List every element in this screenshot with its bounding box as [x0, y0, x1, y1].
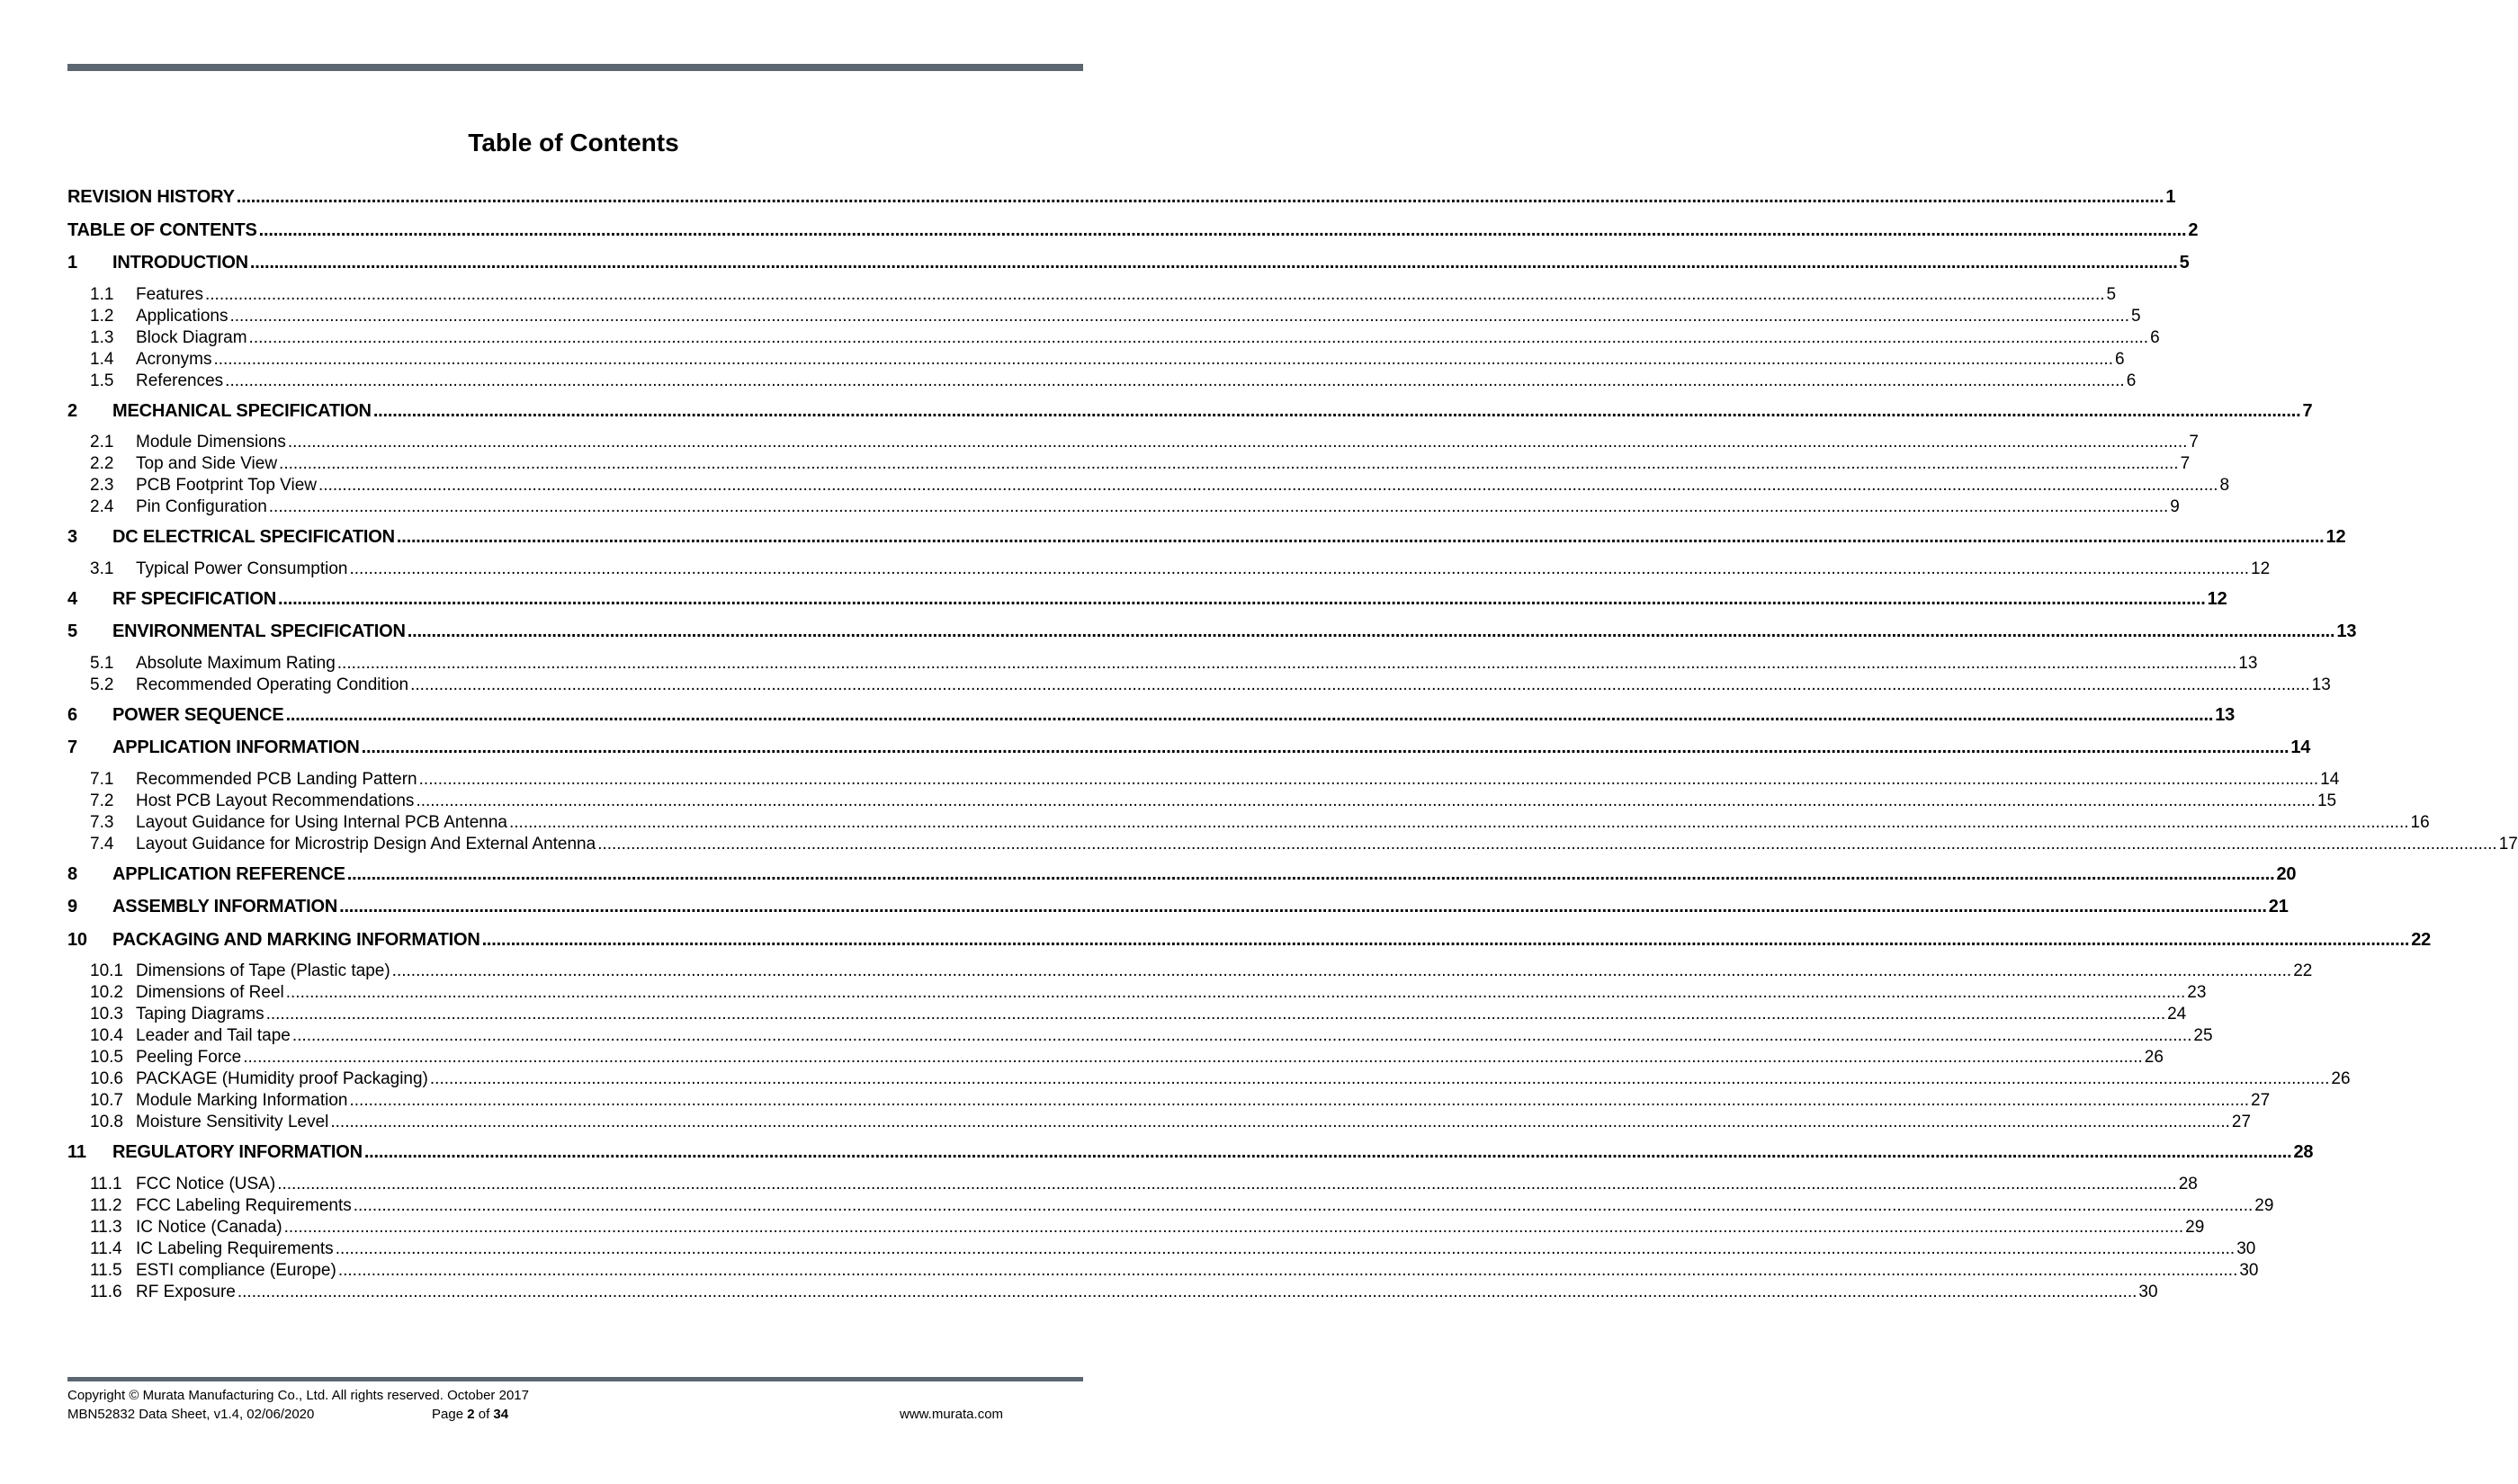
toc-entry-page: 20	[2276, 863, 2297, 884]
toc-section-entry[interactable]	[67, 618, 2357, 651]
toc-entry-label: Taping Diagrams	[136, 1005, 264, 1024]
toc-dot-leader: ................................................................................................................................................................................................................................................................................................................................................................................................................	[372, 400, 2301, 421]
toc-dot-leader: ................................................................................................................................................................................................................................................................................................................................................................................................................	[285, 704, 2214, 725]
toc-entry-number: 11.4	[90, 1238, 122, 1258]
toc-entry-number: 11.1	[90, 1174, 122, 1193]
toc-section-entry[interactable]	[67, 398, 2313, 431]
page-total: 34	[493, 1407, 509, 1422]
toc-section-entry[interactable]	[67, 523, 2346, 557]
toc-subsection-entry[interactable]	[67, 1047, 2164, 1068]
toc-dot-leader: ................................................................................................................................................................................................................................................................................................................................................................................................................	[225, 371, 2125, 390]
page-prefix: Page	[432, 1407, 464, 1422]
toc-entry-number: 3.1	[90, 559, 114, 578]
toc-subsection-entry[interactable]	[67, 371, 2137, 392]
toc-dot-leader: ................................................................................................................................................................................................................................................................................................................................................................................................................	[349, 1091, 2250, 1110]
toc-entry-number: 7.4	[90, 834, 114, 854]
toc-dot-leader: ................................................................................................................................................................................................................................................................................................................................................................................................................	[337, 1260, 2238, 1280]
toc-entry-page: 26	[2144, 1048, 2164, 1067]
page-of: of	[478, 1407, 490, 1422]
toc-entry-page: 6	[2126, 371, 2137, 390]
toc-entry-number: 2.1	[90, 433, 114, 451]
toc-entry-label: Module Marking Information	[136, 1091, 348, 1110]
toc-entry-page: 22	[2293, 961, 2313, 980]
toc-entry-label: References	[136, 371, 224, 390]
toc-dot-leader: ................................................................................................................................................................................................................................................................................................................................................................................................................	[336, 653, 2237, 673]
toc-subsection-entry[interactable]	[67, 349, 2125, 371]
toc-dot-leader: ................................................................................................................................................................................................................................................................................................................................................................................................................	[361, 738, 2289, 757]
toc-entry-number: 10.6	[90, 1069, 123, 1088]
toc-subsection-entry[interactable]	[67, 653, 2258, 675]
toc-entry-number: 5	[67, 621, 77, 641]
footer-copyright: Copyright © Murata Manufacturing Co., Ltd. All rights reserved. October 2017	[67, 1388, 529, 1403]
toc-entry-number: 11	[67, 1142, 86, 1162]
toc-entry-number: 1.1	[90, 284, 114, 304]
toc-entry-page: 5	[2179, 253, 2190, 273]
toc-dot-leader: ................................................................................................................................................................................................................................................................................................................................................................................................................	[349, 559, 2250, 578]
toc-dot-leader: ................................................................................................................................................................................................................................................................................................................................................................................................................	[346, 863, 2275, 884]
toc-entry-page: 25	[2193, 1026, 2213, 1045]
toc-entry-label: IC Labeling Requirements	[136, 1238, 334, 1258]
toc-entry-number: 11.2	[90, 1195, 122, 1215]
toc-entry-number: 11.6	[90, 1282, 122, 1301]
toc-entry-label: RF Exposure	[136, 1282, 236, 1301]
toc-section-entry[interactable]	[67, 1139, 2314, 1172]
toc-dot-leader: ................................................................................................................................................................................................................................................................................................................................................................................................................	[508, 812, 2409, 832]
toc-dot-leader: ................................................................................................................................................................................................................................................................................................................................................................................................................	[277, 1174, 2177, 1193]
toc-entry-label: APPLICATION INFORMATION	[112, 738, 360, 757]
toc-dot-leader: ................................................................................................................................................................................................................................................................................................................................................................................................................	[396, 527, 2325, 547]
toc-dot-leader: ................................................................................................................................................................................................................................................................................................................................................................................................................	[249, 253, 2178, 273]
footer-page-number	[432, 1407, 508, 1423]
toc-dot-leader: ................................................................................................................................................................................................................................................................................................................................................................................................................	[416, 791, 2316, 810]
toc-entry-label: Layout Guidance for Using Internal PCB Antenna	[136, 812, 507, 832]
toc-entry-page: 6	[2150, 327, 2160, 347]
toc-entry-page: 15	[2316, 791, 2337, 810]
footer-url: www.murata.com	[900, 1407, 1004, 1422]
toc-entry-label: Recommended PCB Landing Pattern	[136, 769, 417, 789]
footer-datasheet: MBN52832 Data Sheet, v1.4, 02/06/2020	[67, 1407, 315, 1422]
footer-rule	[67, 1377, 1083, 1381]
toc-entry-number: 10.7	[90, 1091, 123, 1110]
toc-section-entry[interactable]	[67, 893, 2289, 926]
toc-entry-number: 5.1	[90, 653, 114, 673]
toc-entry-page: 29	[2185, 1217, 2205, 1237]
toc-subsection-entry[interactable]	[67, 453, 2191, 475]
toc-entry-page: 12	[2207, 588, 2227, 609]
toc-dot-leader: ................................................................................................................................................................................................................................................................................................................................................................................................................	[353, 1195, 2254, 1215]
toc-subsection-entry[interactable]	[67, 834, 2518, 855]
toc-subsection-entry[interactable]	[67, 791, 2337, 812]
toc-entry-label: Absolute Maximum Rating	[136, 653, 336, 673]
toc-dot-leader: ................................................................................................................................................................................................................................................................................................................................................................................................................	[268, 497, 2169, 516]
toc-subsection-entry[interactable]	[67, 284, 2117, 306]
toc-section-entry[interactable]	[67, 861, 2297, 894]
toc-entry-page: 7	[2302, 400, 2313, 421]
toc-dot-leader: ................................................................................................................................................................................................................................................................................................................................................................................................................	[213, 349, 2113, 369]
toc-entry-label: REGULATORY INFORMATION	[112, 1142, 363, 1162]
table-of-contents	[67, 183, 2518, 1309]
toc-entry-page: 30	[2138, 1282, 2158, 1301]
header-rule	[67, 64, 1083, 71]
toc-dot-leader: ................................................................................................................................................................................................................................................................................................................................................................................................................	[410, 675, 2310, 694]
toc-dot-leader: ................................................................................................................................................................................................................................................................................................................................................................................................................	[285, 983, 2186, 1002]
toc-subsection-entry[interactable]	[67, 1174, 2198, 1195]
toc-dot-leader: ................................................................................................................................................................................................................................................................................................................................................................................................................	[248, 327, 2149, 347]
toc-entry-label: TABLE OF CONTENTS	[67, 219, 257, 240]
toc-entry-number: 10.8	[90, 1113, 123, 1131]
toc-entry-number: 4	[67, 588, 77, 609]
toc-entry-number: 2	[67, 400, 77, 421]
toc-entry-label: FCC Notice (USA)	[136, 1174, 276, 1193]
toc-entry-page: 24	[2167, 1005, 2187, 1024]
toc-subsection-entry[interactable]	[67, 961, 2313, 982]
toc-section-entry[interactable]	[67, 183, 2176, 217]
toc-subsection-entry[interactable]	[67, 327, 2160, 349]
toc-entry-number: 10.4	[90, 1026, 123, 1045]
page-title: Table of Contents	[468, 129, 679, 156]
toc-entry-number: 7.1	[90, 769, 114, 789]
toc-entry-page: 13	[2238, 653, 2258, 673]
toc-subsection-entry[interactable]	[67, 306, 2141, 327]
toc-dot-leader: ................................................................................................................................................................................................................................................................................................................................................................................................................	[229, 306, 2129, 326]
toc-dot-leader: ................................................................................................................................................................................................................................................................................................................................................................................................................	[204, 284, 2105, 304]
toc-subsection-entry[interactable]	[67, 675, 2331, 696]
toc-entry-label: Applications	[136, 306, 229, 326]
toc-dot-leader: ................................................................................................................................................................................................................................................................................................................................................................................................................	[258, 219, 2187, 240]
toc-entry-label: PACKAGE (Humidity proof Packaging)	[136, 1069, 428, 1088]
toc-section-entry[interactable]	[67, 217, 2199, 250]
toc-entry-number: 6	[67, 704, 77, 725]
toc-entry-page: 9	[2170, 497, 2180, 516]
toc-subsection-entry[interactable]	[67, 1004, 2187, 1025]
toc-dot-leader: ................................................................................................................................................................................................................................................................................................................................................................................................................	[330, 1113, 2230, 1131]
toc-entry-label: Dimensions of Tape (Plastic tape)	[136, 961, 390, 980]
toc-entry-label: DC ELECTRICAL SPECIFICATION	[112, 527, 395, 547]
toc-subsection-entry[interactable]	[67, 496, 2180, 518]
toc-dot-leader: ................................................................................................................................................................................................................................................................................................................................................................................................................	[391, 961, 2292, 980]
toc-entry-label: PACKAGING AND MARKING INFORMATION	[112, 929, 480, 950]
toc-section-entry[interactable]	[67, 249, 2190, 282]
toc-subsection-entry[interactable]	[67, 982, 2207, 1004]
toc-entry-label: Pin Configuration	[136, 497, 267, 516]
toc-subsection-entry[interactable]	[67, 475, 2230, 496]
toc-entry-label: IC Notice (Canada)	[136, 1217, 282, 1237]
toc-subsection-entry[interactable]	[67, 559, 2271, 580]
toc-entry-label: Dimensions of Reel	[136, 983, 284, 1002]
toc-entry-number: 1.5	[90, 371, 114, 390]
toc-subsection-entry[interactable]	[67, 1068, 2351, 1090]
toc-dot-leader: ................................................................................................................................................................................................................................................................................................................................................................................................................	[265, 1005, 2166, 1024]
toc-entry-number: 1.3	[90, 327, 114, 347]
toc-entry-label: Block Diagram	[136, 327, 247, 347]
toc-dot-leader: ................................................................................................................................................................................................................................................................................................................................................................................................................	[283, 1217, 2184, 1237]
toc-entry-number: 7.2	[90, 791, 114, 810]
toc-entry-page: 1	[2165, 187, 2176, 207]
toc-entry-page: 16	[2410, 812, 2430, 832]
toc-section-entry[interactable]	[67, 926, 2432, 960]
toc-entry-page: 7	[2180, 454, 2191, 473]
toc-entry-label: ENVIRONMENTAL SPECIFICATION	[112, 621, 406, 641]
toc-entry-label: PCB Footprint Top View	[136, 476, 318, 495]
toc-subsection-entry[interactable]	[67, 1260, 2259, 1282]
toc-dot-leader: ................................................................................................................................................................................................................................................................................................................................................................................................................	[363, 1142, 2292, 1162]
toc-entry-label: Typical Power Consumption	[136, 559, 348, 578]
toc-entry-label: RF SPECIFICATION	[112, 588, 276, 609]
toc-entry-number: 10.3	[90, 1005, 123, 1024]
toc-subsection-entry[interactable]	[67, 1195, 2274, 1217]
toc-entry-page: 7	[2189, 433, 2199, 451]
toc-entry-page: 26	[2331, 1069, 2351, 1088]
toc-entry-label: Features	[136, 284, 203, 304]
toc-entry-label: FCC Labeling Requirements	[136, 1195, 352, 1215]
toc-entry-number: 3	[67, 527, 77, 547]
toc-entry-page: 17	[2498, 834, 2518, 854]
toc-entry-label: Peeling Force	[136, 1048, 242, 1067]
toc-entry-number: 11.3	[90, 1217, 122, 1237]
toc-entry-number: 10.2	[90, 983, 123, 1002]
toc-entry-page: 28	[2178, 1174, 2198, 1193]
toc-entry-label: ASSEMBLY INFORMATION	[112, 897, 338, 916]
toc-entry-page: 30	[2236, 1238, 2256, 1258]
toc-subsection-entry[interactable]	[67, 1282, 2158, 1303]
toc-subsection-entry[interactable]	[67, 812, 2430, 834]
toc-entry-label: Recommended Operating Condition	[136, 675, 409, 694]
toc-entry-number: 5.2	[90, 675, 114, 694]
toc-entry-label: Leader and Tail tape	[136, 1026, 291, 1045]
toc-subsection-entry[interactable]	[67, 432, 2199, 453]
toc-dot-leader: ................................................................................................................................................................................................................................................................................................................................................................................................................	[418, 769, 2319, 789]
toc-entry-label: Acronyms	[136, 349, 212, 369]
toc-entry-number: 10.1	[90, 961, 123, 980]
toc-dot-leader: ................................................................................................................................................................................................................................................................................................................................................................................................................	[407, 621, 2335, 641]
toc-entry-page: 12	[2251, 559, 2271, 578]
toc-dot-leader: ................................................................................................................................................................................................................................................................................................................................................................................................................	[481, 929, 2410, 950]
toc-entry-label: Top and Side View	[136, 454, 278, 473]
toc-entry-label: Layout Guidance for Microstrip Design And External Antenna	[136, 834, 596, 854]
toc-entry-number: 2.4	[90, 497, 114, 516]
toc-dot-leader: ................................................................................................................................................................................................................................................................................................................................................................................................................	[278, 588, 2206, 609]
toc-entry-label: Module Dimensions	[136, 433, 286, 451]
toc-section-entry[interactable]	[67, 586, 2227, 619]
toc-entry-number: 10	[67, 929, 87, 950]
toc-dot-leader: ................................................................................................................................................................................................................................................................................................................................................................................................................	[236, 187, 2164, 207]
toc-entry-number: 10.5	[90, 1048, 123, 1067]
toc-dot-leader: ................................................................................................................................................................................................................................................................................................................................................................................................................	[335, 1238, 2236, 1258]
toc-entry-page: 30	[2239, 1260, 2259, 1280]
toc-entry-number: 8	[67, 863, 77, 884]
toc-entry-number: 1.4	[90, 349, 114, 369]
toc-entry-page: 21	[2268, 897, 2289, 916]
toc-entry-number: 7.3	[90, 812, 114, 832]
toc-subsection-entry[interactable]	[67, 1217, 2205, 1238]
toc-entry-page: 22	[2411, 929, 2432, 950]
toc-entry-number: 1	[67, 253, 77, 273]
toc-entry-page: 5	[2130, 306, 2141, 326]
toc-entry-page: 29	[2254, 1195, 2274, 1215]
toc-entry-page: 27	[2231, 1113, 2252, 1131]
toc-entry-page: 6	[2115, 349, 2125, 369]
toc-subsection-entry[interactable]	[67, 1238, 2256, 1260]
toc-entry-number: 2.2	[90, 454, 114, 473]
toc-entry-number: 7	[67, 738, 77, 757]
toc-entry-page: 23	[2187, 983, 2207, 1002]
toc-dot-leader: ................................................................................................................................................................................................................................................................................................................................................................................................................	[287, 433, 2188, 451]
toc-entry-label: MECHANICAL SPECIFICATION	[112, 400, 372, 421]
toc-entry-label: REVISION HISTORY	[67, 187, 235, 207]
toc-entry-page: 2	[2188, 219, 2199, 240]
toc-entry-label: Host PCB Layout Recommendations	[136, 791, 415, 810]
toc-dot-leader: ................................................................................................................................................................................................................................................................................................................................................................................................................	[597, 834, 2497, 854]
toc-entry-label: APPLICATION REFERENCE	[112, 863, 345, 884]
toc-entry-page: 27	[2251, 1091, 2271, 1110]
toc-dot-leader: ................................................................................................................................................................................................................................................................................................................................................................................................................	[243, 1048, 2143, 1067]
toc-entry-number: 11.5	[90, 1260, 122, 1280]
toc-entry-page: 14	[2290, 738, 2311, 757]
toc-section-entry[interactable]	[67, 734, 2311, 767]
toc-entry-label: INTRODUCTION	[112, 253, 248, 273]
toc-entry-page: 13	[2215, 704, 2236, 725]
page-current: 2	[467, 1407, 475, 1422]
toc-dot-leader: ................................................................................................................................................................................................................................................................................................................................................................................................................	[318, 476, 2218, 495]
toc-entry-number: 1.2	[90, 306, 114, 326]
toc-entry-number: 2.3	[90, 476, 114, 495]
toc-subsection-entry[interactable]	[67, 769, 2340, 791]
toc-section-entry[interactable]	[67, 702, 2236, 735]
toc-subsection-entry[interactable]	[67, 1112, 2252, 1133]
toc-entry-label: Moisture Sensitivity Level	[136, 1113, 329, 1131]
toc-entry-page: 28	[2293, 1142, 2314, 1162]
toc-dot-leader: ................................................................................................................................................................................................................................................................................................................................................................................................................	[279, 454, 2179, 473]
toc-entry-page: 12	[2325, 527, 2346, 547]
toc-subsection-entry[interactable]	[67, 1025, 2213, 1047]
toc-subsection-entry[interactable]	[67, 1090, 2271, 1112]
toc-dot-leader: ................................................................................................................................................................................................................................................................................................................................................................................................................	[429, 1069, 2330, 1088]
toc-dot-leader: ................................................................................................................................................................................................................................................................................................................................................................................................................	[339, 897, 2267, 916]
toc-dot-leader: ................................................................................................................................................................................................................................................................................................................................................................................................................	[291, 1026, 2192, 1045]
toc-entry-page: 8	[2219, 476, 2230, 495]
toc-entry-page: 13	[2336, 621, 2357, 641]
toc-entry-label: POWER SEQUENCE	[112, 704, 284, 725]
toc-entry-number: 9	[67, 897, 77, 916]
toc-entry-page: 13	[2311, 675, 2331, 694]
toc-entry-page: 14	[2320, 769, 2340, 789]
toc-entry-label: ESTI compliance (Europe)	[136, 1260, 336, 1280]
toc-dot-leader: ................................................................................................................................................................................................................................................................................................................................................................................................................	[237, 1282, 2137, 1301]
toc-entry-page: 5	[2106, 284, 2117, 304]
